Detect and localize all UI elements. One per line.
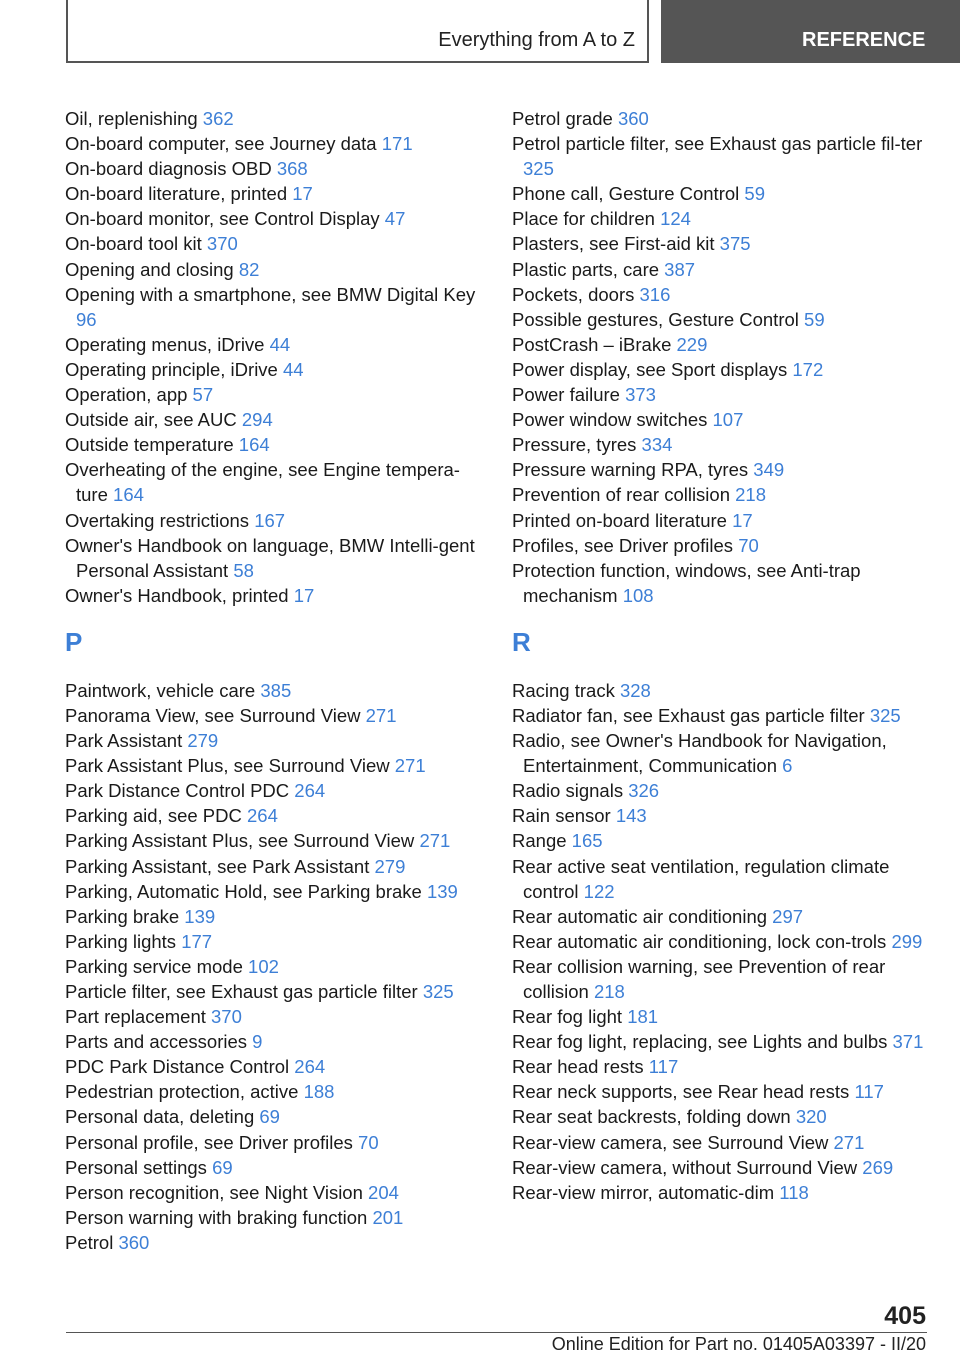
- index-entry-text: Parking Assistant, see Park Assistant: [65, 855, 370, 877]
- index-entry: [512, 929, 932, 954]
- index-entry-text: Radio signals: [512, 780, 624, 802]
- index-entry: [512, 728, 932, 778]
- index-entry-text: Operation, app: [65, 384, 188, 406]
- index-entry: [65, 1054, 485, 1079]
- index-entry-text: Rear-view camera, see Surround View: [512, 1131, 829, 1153]
- index-entry-text: Parts and accessories: [65, 1031, 248, 1053]
- page-reference-link[interactable]: 373: [625, 384, 656, 406]
- index-entry: [512, 1079, 932, 1104]
- index-entry: [512, 1130, 932, 1155]
- index-entry-text: Rear head rests: [512, 1056, 644, 1078]
- index-entry-text: Rear fog light, replacing, see Lights and bulbs: [512, 1031, 888, 1053]
- page-reference-link[interactable]: 70: [738, 534, 759, 556]
- index-entry-text: Person recognition, see Night Vision: [65, 1181, 363, 1203]
- index-entry: [65, 357, 485, 382]
- index-entry-text: Opening with a smartphone, see BMW Digital Key: [65, 283, 476, 305]
- index-entry: [65, 1004, 485, 1029]
- index-column-right: [512, 106, 932, 1205]
- index-entry-text: Pressure warning RPA, tyres: [512, 459, 749, 481]
- page-reference-link[interactable]: 271: [394, 755, 426, 777]
- page-reference-link[interactable]: 102: [248, 955, 279, 977]
- index-entry-text: Paintwork, vehicle care: [65, 679, 256, 701]
- index-entry: [65, 583, 485, 608]
- page-reference-link[interactable]: 164: [238, 434, 270, 456]
- index-entry: [512, 131, 932, 181]
- index-letter-heading: R: [512, 626, 531, 657]
- page-reference-link[interactable]: 279: [187, 730, 219, 752]
- page-reference-link[interactable]: 271: [365, 704, 397, 726]
- index-letter-heading: P: [65, 626, 83, 657]
- page-reference-link[interactable]: 44: [282, 358, 304, 380]
- index-entry: [65, 728, 485, 753]
- index-entry-text: Rain sensor: [512, 805, 611, 827]
- index-entry-text: Operating principle, iDrive: [65, 358, 278, 380]
- index-entry-text: On-board tool kit: [65, 233, 202, 255]
- page-reference-link[interactable]: 59: [744, 183, 765, 205]
- index-entry-text: Power display, see Sport displays: [512, 358, 788, 380]
- header-section-tab: [66, 0, 649, 63]
- index-entry-text: Personal profile, see Driver profiles: [65, 1131, 353, 1153]
- page-reference-link[interactable]: 368: [276, 158, 308, 180]
- index-entry-text: Radio, see Owner's Handbook for Navigation, Entertainment, Communication: [512, 730, 887, 777]
- index-entry-text: Operating menus, iDrive: [65, 333, 265, 355]
- page-reference-link[interactable]: 117: [854, 1081, 884, 1103]
- index-entry: [512, 904, 932, 929]
- index-entry: [512, 106, 932, 131]
- index-entry-text: Rear automatic air conditioning, lock con-trols: [512, 930, 887, 952]
- index-entry: [65, 1230, 485, 1255]
- header-reference-label: REFERENCE: [802, 29, 926, 51]
- index-entry-text: On-board diagnosis OBD: [65, 158, 272, 180]
- index-entry-text: PDC Park Distance Control: [65, 1056, 290, 1078]
- page-reference-link[interactable]: 387: [664, 258, 696, 280]
- page-reference-link[interactable]: 44: [269, 333, 291, 355]
- header-reference-tab: [661, 0, 960, 63]
- page-reference-link[interactable]: 299: [891, 930, 923, 952]
- page-reference-link[interactable]: 181: [627, 1006, 659, 1028]
- page-reference-link[interactable]: 117: [648, 1056, 679, 1078]
- index-entry-text: Profiles, see Driver profiles: [512, 534, 734, 556]
- page-reference-link[interactable]: 201: [372, 1206, 404, 1228]
- footer-divider: [66, 1332, 927, 1333]
- index-entry: [512, 181, 932, 206]
- index-entry-text: Parking service mode: [65, 955, 243, 977]
- index-entry: [65, 1205, 485, 1230]
- index-entry: [65, 131, 485, 156]
- index-entry-text: Power window switches: [512, 409, 708, 431]
- index-entry: [65, 1180, 485, 1205]
- page-reference-link[interactable]: 279: [374, 855, 406, 877]
- index-entry: [65, 282, 485, 332]
- index-entry: [65, 332, 485, 357]
- index-entry-text: Possible gestures, Gesture Control: [512, 308, 799, 330]
- index-entry: [512, 1104, 932, 1129]
- page-reference-link[interactable]: 70: [358, 1131, 379, 1153]
- page-reference-link[interactable]: 17: [292, 183, 313, 205]
- index-entry: [512, 1054, 932, 1079]
- index-entry-text: Parking, Automatic Hold, see Parking brake: [65, 880, 422, 902]
- page-reference-link[interactable]: 362: [202, 108, 234, 129]
- page-reference-link[interactable]: 316: [639, 283, 671, 305]
- index-column-left: [65, 106, 485, 1255]
- page-reference-link[interactable]: 264: [247, 805, 278, 827]
- page-reference-link[interactable]: 218: [735, 484, 767, 506]
- index-entry: [65, 753, 485, 778]
- index-entry: [65, 979, 485, 1004]
- index-entry: [65, 1130, 485, 1155]
- page-reference-link[interactable]: 177: [181, 930, 213, 952]
- index-entry: [512, 678, 932, 703]
- page-reference-link[interactable]: 264: [294, 780, 326, 802]
- page-reference-link[interactable]: 9: [252, 1031, 263, 1053]
- page-reference-link[interactable]: 172: [792, 358, 824, 380]
- index-entry-text: Outside temperature: [65, 434, 234, 456]
- page-reference-link[interactable]: 325: [422, 981, 454, 1002]
- index-entry-text: Pedestrian protection, active: [65, 1081, 299, 1103]
- page-reference-link[interactable]: 59: [804, 308, 825, 330]
- footer-edition: Online Edition for Part no. 01405A03397 - II/20: [551, 1334, 926, 1354]
- page-reference-link[interactable]: 17: [293, 584, 315, 606]
- index-entry-text: Radiator fan, see Exhaust gas particle filter: [512, 704, 865, 726]
- index-entry: [512, 778, 932, 803]
- index-entry: [65, 432, 485, 457]
- page-reference-link[interactable]: 264: [294, 1056, 326, 1078]
- page-reference-link[interactable]: 164: [113, 484, 144, 506]
- page-reference-link[interactable]: 6: [782, 755, 793, 777]
- page-reference-link[interactable]: 139: [184, 905, 216, 927]
- index-entry: [512, 803, 932, 828]
- index-entry: [512, 1155, 932, 1180]
- index-entry: [512, 1029, 932, 1054]
- page-reference-link[interactable]: 349: [753, 459, 785, 481]
- index-entry-text: Phone call, Gesture Control: [512, 183, 740, 205]
- index-entry: [65, 778, 485, 803]
- index-entry-text: Park Assistant: [65, 730, 183, 752]
- index-entry-text: Particle filter, see Exhaust gas particle filter: [65, 981, 418, 1002]
- page-reference-link[interactable]: 122: [583, 880, 615, 902]
- page-reference-link[interactable]: 370: [211, 1006, 242, 1028]
- index-entry: [65, 533, 485, 583]
- index-entry: [512, 508, 932, 533]
- index-entry: [65, 508, 485, 533]
- index-entry-text: Park Distance Control PDC: [65, 780, 290, 802]
- index-entry-text: Oil, replenishing: [65, 108, 198, 129]
- index-entry: [65, 257, 485, 282]
- index-entry: [65, 106, 485, 131]
- index-entry-text: Rear-view mirror, automatic-dim: [512, 1181, 775, 1203]
- index-entry-text: On-board computer, see Journey data: [65, 133, 377, 155]
- index-entry-text: Panorama View, see Surround View: [65, 704, 361, 726]
- index-entry: [65, 1079, 485, 1104]
- index-entry: [512, 482, 932, 507]
- index-entry: [512, 558, 932, 608]
- page-reference-link[interactable]: 204: [368, 1181, 399, 1203]
- index-entry: [512, 231, 932, 256]
- page-reference-link[interactable]: 57: [192, 384, 214, 406]
- index-entry-text: Protection function, windows, see Anti-trap mechanism: [512, 559, 861, 606]
- index-entry: [65, 803, 485, 828]
- index-entry: [512, 533, 932, 558]
- index-entry-text: Rear neck supports, see Rear head rests: [512, 1081, 850, 1103]
- index-entry-text: Person warning with braking function: [65, 1206, 368, 1228]
- index-entry: [65, 678, 485, 703]
- index-entry-text: Overheating of the engine, see Engine tempera-ture: [65, 459, 460, 506]
- page-reference-link[interactable]: 139: [426, 880, 458, 902]
- page-reference-link[interactable]: 294: [241, 409, 273, 431]
- page-reference-link[interactable]: 326: [628, 780, 660, 802]
- index-entry-text: Place for children: [512, 208, 655, 230]
- index-entry-text: Petrol particle filter, see Exhaust gas particle fil-ter: [512, 133, 923, 155]
- index-entry-text: Racing track: [512, 679, 615, 701]
- index-entry-text: Petrol: [65, 1231, 114, 1253]
- index-entry-text: Plastic parts, care: [512, 258, 660, 280]
- page-reference-link[interactable]: 271: [833, 1131, 865, 1153]
- index-entry: [65, 1104, 485, 1129]
- index-entry-text: Parking lights: [65, 930, 177, 952]
- index-entry: [512, 357, 932, 382]
- page-reference-link[interactable]: 165: [571, 830, 603, 852]
- index-entry: [65, 1155, 485, 1180]
- page-reference-link[interactable]: 188: [303, 1081, 335, 1103]
- index-entry-text: Owner's Handbook on language, BMW Intelli-gent Personal Assistant: [65, 534, 475, 581]
- index-entry: [65, 206, 485, 231]
- index-entry-text: Rear seat backrests, folding down: [512, 1106, 791, 1128]
- index-entry: [512, 828, 932, 853]
- index-entry: [65, 929, 485, 954]
- index-entry: [65, 954, 485, 979]
- index-entry: [512, 257, 932, 282]
- index-entry-text: Rear fog light: [512, 1006, 623, 1028]
- page-reference-link[interactable]: 360: [118, 1231, 150, 1253]
- index-entry: [512, 282, 932, 307]
- index-entry-text: Outside air, see AUC: [65, 409, 237, 431]
- index-entry-text: Park Assistant Plus, see Surround View: [65, 755, 390, 777]
- page-reference-link[interactable]: 108: [622, 584, 654, 606]
- page-reference-link[interactable]: 69: [212, 1156, 233, 1178]
- index-entry: [65, 1029, 485, 1054]
- page-reference-link[interactable]: 320: [795, 1106, 827, 1128]
- index-entry: [512, 432, 932, 457]
- page-reference-link[interactable]: 375: [719, 233, 751, 255]
- index-entry-text: Personal data, deleting: [65, 1106, 255, 1128]
- index-entry-text: Parking brake: [65, 905, 180, 927]
- page-number: 405: [884, 1302, 926, 1330]
- index-entry: [512, 1004, 932, 1029]
- index-entry: [512, 854, 932, 904]
- index-entry: [65, 181, 485, 206]
- index-entry-text: Parking Assistant Plus, see Surround View: [65, 830, 415, 852]
- index-entry-text: Rear collision warning, see Prevention of rear collision: [512, 955, 886, 1002]
- index-entry-text: Pockets, doors: [512, 283, 635, 305]
- index-entry: [512, 1180, 932, 1205]
- index-entry: [65, 231, 485, 256]
- index-entry: [512, 206, 932, 231]
- page-reference-link[interactable]: 124: [660, 208, 691, 230]
- page-reference-link[interactable]: 328: [619, 679, 651, 701]
- index-entry-text: Opening and closing: [65, 258, 234, 280]
- page-reference-link[interactable]: 171: [381, 133, 413, 155]
- page-reference-link[interactable]: 370: [206, 233, 238, 255]
- index-entry: [65, 828, 485, 853]
- index-entry: [65, 703, 485, 728]
- page-reference-link[interactable]: 143: [615, 805, 647, 827]
- index-entry: [65, 457, 485, 507]
- page-reference-link[interactable]: 82: [238, 258, 260, 280]
- page-reference-link[interactable]: 385: [260, 679, 292, 701]
- index-entry-text: Petrol grade: [512, 108, 613, 129]
- index-entry: [65, 904, 485, 929]
- index-entry: [512, 382, 932, 407]
- index-entry: [512, 332, 932, 357]
- page-reference-link[interactable]: 69: [259, 1106, 280, 1128]
- index-entry: [512, 457, 932, 482]
- index-entry-text: Rear active seat ventilation, regulation climate control: [512, 855, 890, 902]
- index-entry-text: Parking aid, see PDC: [65, 805, 242, 827]
- index-entry-text: Range: [512, 830, 567, 852]
- index-entry-text: Rear automatic air conditioning: [512, 905, 768, 927]
- index-entry: [65, 407, 485, 432]
- index-entry: [512, 954, 932, 1004]
- page-reference-link[interactable]: 360: [617, 108, 649, 129]
- header-section-title: Everything from A to Z: [438, 29, 635, 51]
- index-entry: [65, 156, 485, 181]
- page-reference-link[interactable]: 17: [732, 509, 753, 531]
- index-entry-text: Owner's Handbook, printed: [65, 584, 289, 606]
- index-entry: [512, 407, 932, 432]
- page-reference-link[interactable]: 107: [712, 409, 744, 431]
- index-entry-text: Plasters, see First-aid kit: [512, 233, 715, 255]
- page-reference-link[interactable]: 218: [593, 981, 625, 1002]
- page-reference-link[interactable]: 58: [233, 559, 254, 581]
- page-reference-link[interactable]: 118: [779, 1181, 809, 1203]
- page-reference-link[interactable]: 325: [523, 158, 554, 180]
- index-entry: [512, 703, 932, 728]
- page-reference-link[interactable]: 297: [772, 905, 804, 927]
- index-entry-text: Rear-view camera, without Surround View: [512, 1156, 858, 1178]
- index-entry-text: PostCrash – iBrake: [512, 333, 672, 355]
- index-entry: [65, 854, 485, 879]
- index-entry-text: Overtaking restrictions: [65, 509, 250, 531]
- index-entry-text: On-board literature, printed: [65, 183, 288, 205]
- index-entry-text: Prevention of rear collision: [512, 484, 730, 506]
- page-reference-link[interactable]: 334: [641, 434, 673, 456]
- index-entry-text: Power failure: [512, 384, 620, 406]
- page-reference-link[interactable]: 325: [869, 704, 901, 726]
- index-entry-text: Personal settings: [65, 1156, 207, 1178]
- page-reference-link[interactable]: 271: [419, 830, 451, 852]
- index-entry-text: On-board monitor, see Control Display: [65, 208, 380, 230]
- page-reference-link[interactable]: 47: [384, 208, 406, 230]
- index-entry-text: Part replacement: [65, 1006, 206, 1028]
- page-reference-link[interactable]: 229: [676, 333, 708, 355]
- index-entry: [65, 879, 485, 904]
- page-reference-link[interactable]: 371: [892, 1031, 924, 1053]
- index-entry: [512, 307, 932, 332]
- index-entry: [65, 382, 485, 407]
- page-reference-link[interactable]: 167: [254, 509, 286, 531]
- page-reference-link[interactable]: 96: [76, 308, 97, 330]
- page-reference-link[interactable]: 269: [862, 1156, 894, 1178]
- index-entry-text: Pressure, tyres: [512, 434, 637, 456]
- index-entry-text: Printed on-board literature: [512, 509, 727, 531]
